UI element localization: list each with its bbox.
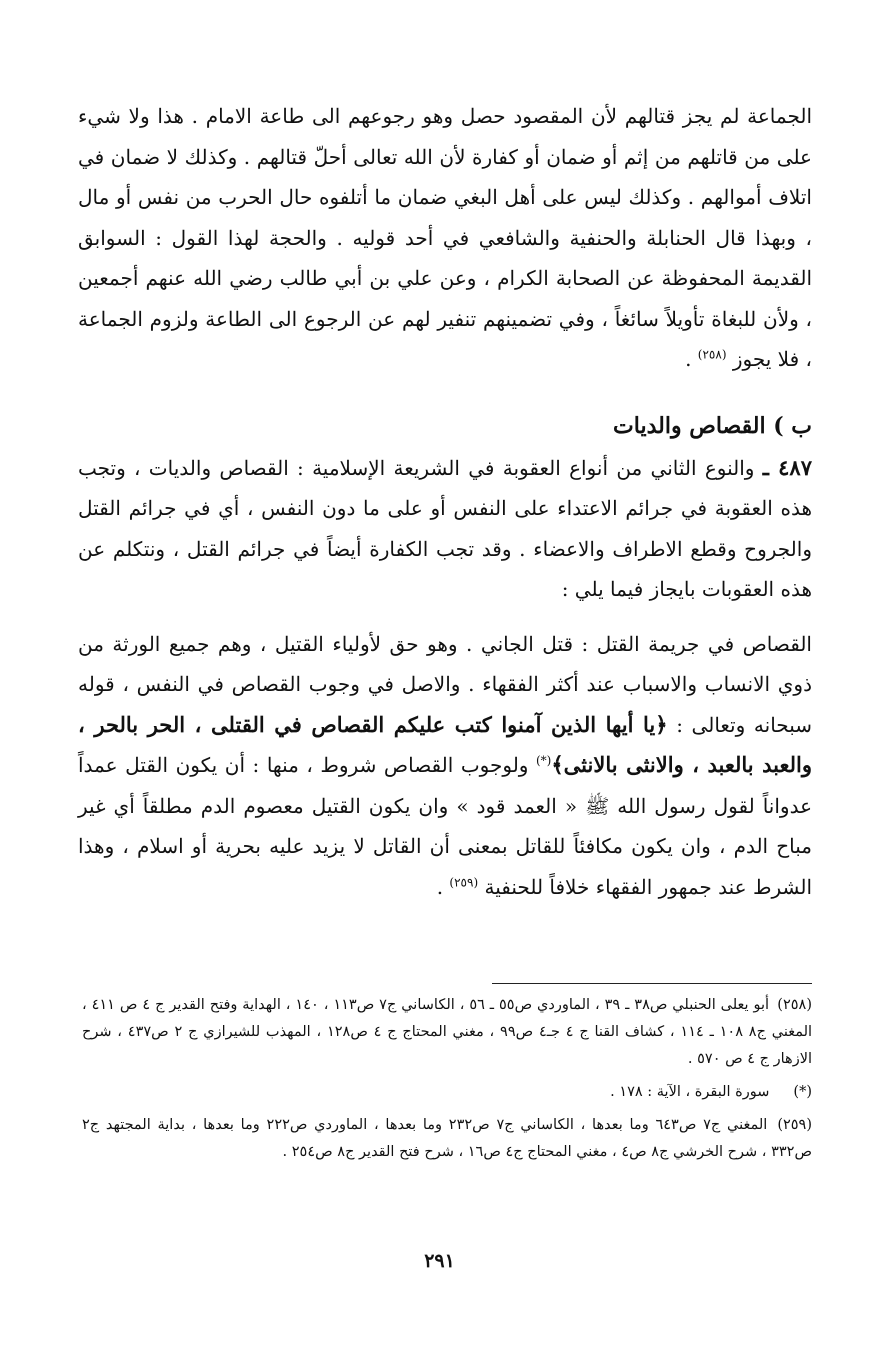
footnotes [82,992,812,1172]
paragraph-qisas-killing [78,624,812,908]
paragraph-text: الجماعة لم يجز قتالهم لأن المقصود حصل وهو رجوعهم الى طاعة الامام . هذا ولا شيء على من قاتلهم من إثم أو ضمان أو كفارة لأن الله تعالى أحلّ قتالهم . وكذلك لا ضمان في اتلاف أموالهم . وكذلك ليس على أهل البغي ضمان ما أتلفوه حال الحرب من نفس أو مال ، وبهذا قال الحنابلة والحنفية والشافعي في أحد قوليه . والحجة لهذا القول : السوابق القديمة المحفوظة عن الصحابة الكرام ، وعن علي بن أبي طالب رضي الله عنهم أجمعين ، ولأن للبغاة تأويلاً سائغاً ، وفي تضمينهم تنفير لهم عن الرجوع الى الطاعة ولزوم الجماعة ، فلا يجوز [78,104,813,371]
footnote-divider [492,983,812,984]
paragraph-rebels-ruling [78,96,812,380]
paragraph-qisas-intro [78,448,812,610]
footnote-ref-259[interactable]: (٢٥٩) [449,874,479,889]
footnote-label: (٢٥٨) [777,997,812,1013]
footnote-259 [82,1112,812,1166]
footnote-258 [82,992,812,1073]
paragraph-number: ٤٨٧ ـ [762,454,812,480]
footnote-text: المغني ج٧ ص٦٤٣ وما بعدها ، الكاساني ج٧ ص٢٣٢ وما بعدها ، الماوردي ص٢٢٢ وما بعدها ، بداية المجتهد ج٢ ص٣٣٢ ، شرح الخرشي ج٨ ص٤ ، مغني المحتاج ج٤ ص١٦ ، شرح فتح القدير ج٨ ص٢٥٤ . [82,1117,812,1160]
section-heading: ب ) القصاص والديات [613,412,812,439]
paragraph-text: القصاص في جريمة القتل : قتل الجاني . وهو حق لأولياء القتيل ، وهم جميع الورثة من ذوي الانساب والاسباب عند أكثر الفقهاء . والاصل في وجوب القصاص في النفس ، قوله سبحانه وتعالى : [78,631,812,737]
footnote-text: سورة البقرة ، الآية : ١٧٨ . [610,1084,770,1100]
main-text [78,96,812,907]
quran-verse: ﴿يا أيها الذين آمنوا كتب عليكم القصاص في القتلى ، الحر بالحر ، والعبد بالعبد ، والانثى بالانثى﴾ [78,711,812,777]
page-number: ٢٩١ [424,1250,455,1272]
paragraph-end: . [436,874,450,899]
paragraph-text-continued: ولوجوب القصاص شروط ، منها : أن يكون القتل عمداً عدواناً لقول رسول الله ﷺ « العمد قود » وان يكون القتيل معصوم الدم مطلقاً أي غير مباح الدم ، وان يكون مكافئاً للقاتل بمعنى أن القاتل لا يزيد عليه بحرية أو اسلام ، وهذا الشرط عند جمهور الفقهاء خلافاً للحنفية [78,753,812,899]
footnote-label: (٢٥٩) [777,1117,813,1133]
paragraph-end: . [685,347,698,371]
footnote-ref-258[interactable]: (٢٥٨) [697,347,727,362]
paragraph-text: والنوع الثاني من أنواع العقوبة في الشريعة الإسلامية : القصاص والديات ، وتجب هذه العقوبة في جرائم الاعتداء على النفس أو على ما دون النفس ، أي في جرائم القتل والجروح وقطع الاطراف والاعضاء . وقد تجب الكفارة أيضاً في جرائم القتل ، ونتكلم عن هذه العقوبات بايجاز فيما يلي : [78,455,812,601]
footnote-star [82,1079,812,1106]
footnote-text: أبو يعلى الحنبلي ص٣٨ ـ ٣٩ ، الماوردي ص٥٥ ـ ٥٦ ، الكاساني ج٧ ص١١٣ ، ١٤٠ ، الهداية وفتح القدير ج ٤ ص ٤١١ ، المغني ج٨ ١٠٨ ـ ١١٤ ، كشاف القنا ج ٤ جـ٤ ص٩٩ ، مغني المحتاج ج ٤ ص١٢٨ ، المهذب للشيرازي ج ٢ ص٤٣٧ ، شرح الازهار ج ٤ ص ٥٧٠ . [82,997,813,1067]
footnote-ref-star[interactable]: (*) [536,753,552,768]
footnote-label: (*) [793,1084,812,1100]
